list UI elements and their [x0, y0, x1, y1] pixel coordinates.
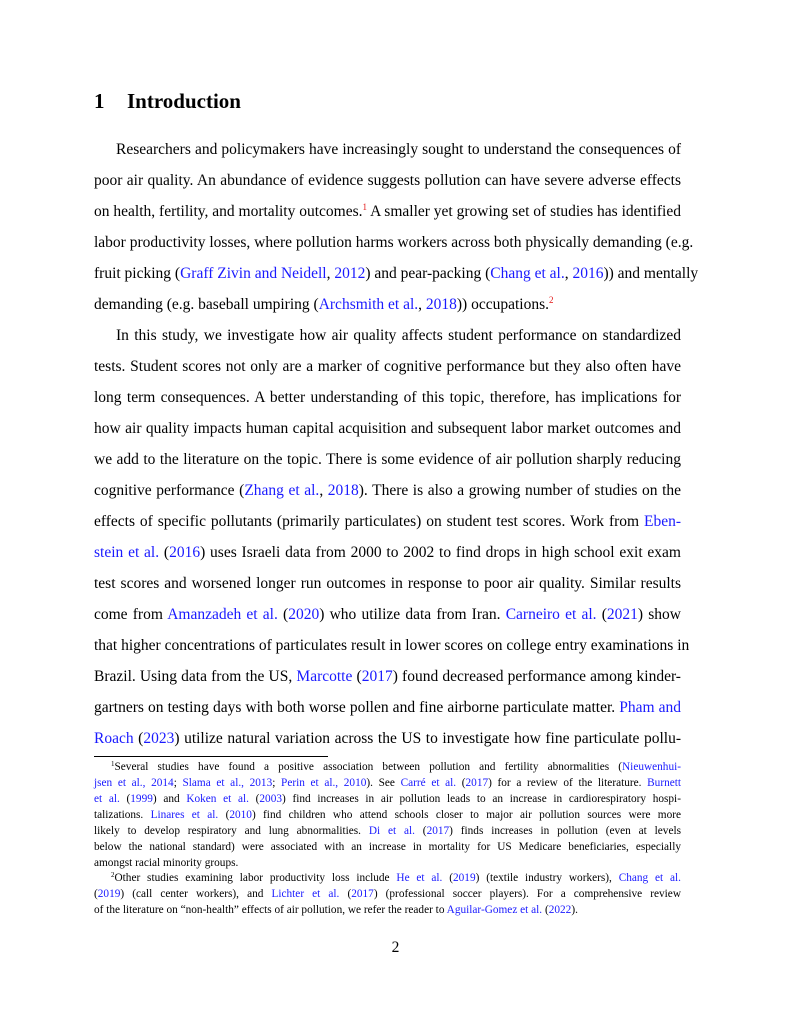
citation-link[interactable]: Lichter et al.	[271, 888, 340, 900]
citation-link[interactable]: stein et al.	[94, 544, 160, 561]
citation-link[interactable]: 2021	[606, 606, 638, 623]
citation-link[interactable]: 1999	[130, 793, 153, 805]
citation-link[interactable]: Slama et al., 2013	[182, 777, 273, 789]
footnote-line: $^2$Other studies examining labor productivity loss include He et al. (2019) (textile industry workers), Chang et al.	[111, 871, 681, 884]
text-line: In this study, we investigate how air quality affects student performance on standardized	[116, 327, 681, 344]
citation-link[interactable]: 2017	[361, 668, 393, 685]
footnote-line: of the literature on “non-health” effects of air pollution, we refer the reader to Aguilar-Gomez et al. (2022).	[94, 904, 578, 916]
citation-link[interactable]: 2003	[259, 793, 282, 805]
footnote-line: (2019) (call center workers), and Lichter et al. (2017) (professional soccer players). For a comprehensive review	[94, 888, 681, 900]
citation-link[interactable]: 2020	[288, 606, 320, 623]
section-number: 1	[94, 89, 105, 113]
text-line: come from Amanzadeh et al. (2020) who utilize data from Iran. Carneiro et al. (2021) show	[94, 606, 681, 623]
text-line: Roach (2023) utilize natural variation across the US to investigate how fine particulate pollu-	[94, 730, 681, 747]
citation-link[interactable]: 2017	[351, 888, 374, 900]
citation-link[interactable]: 2018	[425, 296, 457, 313]
text-line: on health, fertility, and mortality outcomes.$^1$ A smaller yet growing set of studies has identified	[94, 202, 681, 220]
section-title: Introduction	[127, 89, 241, 113]
footnote-rule	[94, 756, 328, 757]
footnote-line: jsen et al., 2014; Slama et al., 2013; Perin et al., 2010). See Carré et al. (2017) for a review of the literature. Burnett	[94, 777, 682, 789]
citation-link[interactable]: 2019	[453, 872, 476, 884]
section-heading	[94, 86, 241, 116]
text-line: Brazil. Using data from the US, Marcotte (2017) found decreased performance among kinder-	[94, 668, 681, 685]
footnote-line: likely to develop respiratory and lung abnormalities. Di et al. (2017) finds increases in pollution (even at levels	[94, 825, 681, 837]
text-line: long term consequences. A better understanding of this topic, therefore, has implications for	[94, 389, 681, 406]
citation-link[interactable]: et al.	[94, 793, 120, 805]
text-line: gartners on testing days with both worse pollen and fine airborne particulate matter. Pham and	[94, 699, 682, 716]
text-line: poor air quality. An abundance of evidence suggests pollution can have severe adverse effects	[94, 172, 681, 189]
footnote-line: $^1$Several studies have found a positive association between pollution and fertility abnormalities (Nieuwenhui-	[111, 760, 681, 773]
citation-link[interactable]: 2010	[229, 809, 252, 821]
citation-link[interactable]: He et al.	[396, 872, 443, 884]
footnote-ref-1[interactable]: 1	[362, 202, 368, 212]
citation-link[interactable]: 2017	[465, 777, 489, 789]
citation-link[interactable]: 2017	[426, 825, 450, 837]
citation-link[interactable]: Aguilar-Gomez et al.	[446, 904, 543, 916]
citation-link[interactable]: jsen et al., 2014	[94, 777, 174, 789]
text-line: test scores and worsened longer run outcomes in response to poor air quality. Similar results	[94, 575, 681, 592]
text-line: stein et al. (2016) uses Israeli data from 2000 to 2002 to find drops in high school exit exam	[94, 544, 681, 561]
text-line: that higher concentrations of particulates result in lower scores on college entry examinations in	[94, 637, 690, 654]
footnote-ref-2[interactable]: 2	[549, 295, 554, 305]
citation-link[interactable]: Marcotte	[296, 668, 353, 685]
citation-link[interactable]: Eben-	[643, 513, 681, 530]
citation-link[interactable]: 2023	[143, 730, 175, 747]
footnote-line: amongst racial minority groups.	[94, 857, 239, 869]
citation-link[interactable]: Graff Zivin and Neidell	[180, 265, 327, 282]
citation-link[interactable]: Pham and	[619, 699, 682, 716]
text-line: labor productivity losses, where pollution harms workers across both physically demanding (e.g.	[94, 234, 694, 251]
citation-link[interactable]: 2016	[572, 265, 604, 282]
citation-link[interactable]: Roach	[94, 730, 134, 747]
citation-link[interactable]: Burnett	[647, 777, 682, 789]
footnote-line: talizations. Linares et al. (2010) find children who attend schools closer to major air pollution sources were more	[94, 809, 682, 821]
text-line: cognitive performance (Zhang et al., 2018). There is also a growing number of studies on the	[94, 482, 682, 499]
text-line: demanding (e.g. baseball umpiring (Archsmith et al., 2018)) occupations.$^2$	[94, 295, 554, 313]
citation-link[interactable]: Chang et al.	[618, 872, 681, 884]
footnote-mark: 1	[111, 760, 115, 768]
footnote-line: below the national standard) were associated with an increase in mortality for US Medicare beneficiaries, especially	[94, 841, 681, 853]
footnote-line: et al. (1999) and Koken et al. (2003) find increases in air pollution leads to an increase in cardiorespiratory hospi-	[94, 793, 681, 805]
citation-link[interactable]: 2019	[97, 888, 121, 900]
citation-link[interactable]: Zhang et al.	[244, 482, 320, 499]
text-line: we add to the literature on the topic. There is some evidence of air pollution sharply reducing	[94, 451, 681, 468]
citation-link[interactable]: Archsmith et al.	[318, 296, 419, 313]
citation-link[interactable]: Koken et al.	[186, 793, 249, 805]
citation-link[interactable]: Chang et al.	[490, 265, 565, 282]
text-line: fruit picking (Graff Zivin and Neidell, 2012) and pear-packing (Chang et al., 2016)) and mentally	[94, 265, 699, 282]
text-line: Researchers and policymakers have increasingly sought to understand the consequences of	[116, 141, 681, 158]
footnote-mark: 2	[111, 871, 115, 879]
text-line: tests. Student scores not only are a marker of cognitive performance but they also often have	[94, 358, 681, 375]
citation-link[interactable]: Linares et al.	[150, 809, 219, 821]
citation-link[interactable]: Nieuwenhui-	[622, 761, 681, 773]
citation-link[interactable]: Perin et al., 2010	[281, 777, 367, 789]
citation-link[interactable]: Carré et al.	[400, 777, 457, 789]
citation-link[interactable]: Di et al.	[368, 825, 415, 837]
citation-link[interactable]: 2022	[548, 904, 572, 916]
citation-link[interactable]: Amanzadeh et al.	[167, 606, 278, 623]
citation-link[interactable]: 2012	[334, 265, 366, 282]
text-line: how air quality impacts human capital acquisition and subsequent labor market outcomes and	[94, 420, 681, 437]
citation-link[interactable]: Carneiro et al.	[505, 606, 597, 623]
text-line: effects of specific pollutants (primarily particulates) on student test scores. Work from Eben-	[94, 513, 681, 530]
citation-link[interactable]: 2018	[327, 482, 359, 499]
citation-link[interactable]: 2016	[169, 544, 201, 561]
page-number: 2	[391, 939, 400, 956]
